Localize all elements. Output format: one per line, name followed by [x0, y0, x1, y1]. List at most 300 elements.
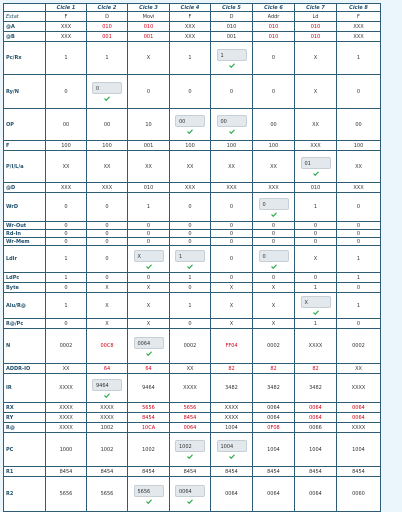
- table-cell: 1: [337, 293, 381, 319]
- table-cell: D: [87, 12, 128, 22]
- answer-cell-wrapper: [128, 337, 169, 356]
- header-row: [4, 4, 381, 12]
- table-cell: 3482: [211, 374, 253, 403]
- table-cell: 0: [170, 75, 211, 109]
- row-label: Rd-In: [4, 230, 46, 238]
- row-label: R1: [4, 467, 46, 477]
- table-cell: [170, 433, 211, 467]
- table-row: [4, 109, 381, 141]
- table-row: [4, 246, 381, 273]
- checkmark-icon: [104, 96, 110, 101]
- table-cell: 8454: [46, 467, 87, 477]
- table-cell: 0064: [211, 477, 253, 512]
- table-cell: 001: [128, 141, 170, 151]
- table-cell: X: [87, 293, 128, 319]
- table-cell: 9464: [128, 374, 170, 403]
- table-cell: 1: [170, 42, 211, 75]
- checkmark-icon: [271, 264, 277, 269]
- table-row: [4, 12, 381, 22]
- table-cell: 0: [46, 222, 87, 230]
- table-cell: XXX: [337, 22, 381, 32]
- answer-input[interactable]: 0: [92, 82, 122, 94]
- table-cell: X: [295, 42, 337, 75]
- table-cell: 0: [337, 238, 381, 246]
- table-cell: [87, 374, 128, 403]
- table-cell: 0: [87, 238, 128, 246]
- table-cell: 0064: [295, 477, 337, 512]
- table-cell: XXX: [46, 32, 87, 42]
- table-cell: 8454: [211, 467, 253, 477]
- row-label: Wr-Mem: [4, 238, 46, 246]
- row-label: Wr-Out: [4, 222, 46, 230]
- table-cell: 001: [87, 32, 128, 42]
- table-cell: 0064: [295, 413, 337, 423]
- table-cell: 0: [295, 222, 337, 230]
- table-row: [4, 477, 381, 512]
- table-cell: 0: [46, 238, 87, 246]
- table-cell: 010: [128, 22, 170, 32]
- row-label: N: [4, 329, 46, 364]
- table-cell: Addr: [253, 12, 295, 22]
- table-cell: XXX: [211, 183, 253, 193]
- table-cell: 82: [295, 364, 337, 374]
- table-cell: 1: [337, 42, 381, 75]
- table-cell: 010: [128, 183, 170, 193]
- table-cell: X: [87, 319, 128, 329]
- table-cell: XX: [87, 151, 128, 183]
- table-cell: XXX: [170, 32, 211, 42]
- answer-input[interactable]: 0064: [134, 337, 164, 349]
- answer-cell-wrapper: [87, 379, 127, 398]
- table-cell: 00: [253, 109, 295, 141]
- table-cell: 0: [253, 238, 295, 246]
- table-cell: 10CA: [128, 423, 170, 433]
- table-cell: 0064: [337, 413, 381, 423]
- table-cell: 8454: [295, 467, 337, 477]
- row-label: F: [4, 141, 46, 151]
- table-cell: 0: [87, 230, 128, 238]
- checkmark-icon: [187, 454, 193, 459]
- table-cell: 0: [87, 193, 128, 222]
- table-cell: X: [295, 246, 337, 273]
- table-cell: 1: [337, 246, 381, 273]
- table-cell: 0: [211, 193, 253, 222]
- table-cell: 0060: [337, 477, 381, 512]
- column-header-cicle-2: Cicle 2: [87, 4, 128, 12]
- answer-input[interactable]: 01: [301, 157, 331, 169]
- table-cell: XXXX: [46, 374, 87, 403]
- table-cell: [253, 246, 295, 273]
- table-cell: 0: [46, 193, 87, 222]
- table-cell: XX: [337, 151, 381, 183]
- table-cell: 5656: [46, 477, 87, 512]
- table-cell: F: [337, 12, 381, 22]
- checkmark-icon: [313, 171, 319, 176]
- table-cell: 00: [87, 109, 128, 141]
- table-cell: XX: [337, 364, 381, 374]
- table-cell: [128, 329, 170, 364]
- table-cell: 0002: [46, 329, 87, 364]
- table-cell: XXX: [295, 141, 337, 151]
- table-cell: 010: [253, 22, 295, 32]
- table-cell: [211, 42, 253, 75]
- table-row: [4, 183, 381, 193]
- answer-cell-wrapper: [170, 485, 210, 504]
- row-label: PC: [4, 433, 46, 467]
- table-cell: 1000: [46, 433, 87, 467]
- table-cell: 8454: [128, 467, 170, 477]
- table-cell: XXXX: [46, 423, 87, 433]
- table-cell: 0: [253, 230, 295, 238]
- table-row: [4, 467, 381, 477]
- table-cell: 00C8: [87, 329, 128, 364]
- table-cell: 1: [295, 283, 337, 293]
- table-cell: XXXX: [295, 329, 337, 364]
- answer-cell-wrapper: [211, 49, 252, 68]
- table-cell: 0064: [253, 403, 295, 413]
- answer-input[interactable]: 00: [175, 115, 205, 127]
- table-cell: 1: [295, 193, 337, 222]
- table-cell: 100: [170, 141, 211, 151]
- table-cell: 0: [170, 193, 211, 222]
- table-cell: 100: [337, 141, 381, 151]
- table-cell: 0: [295, 238, 337, 246]
- table-row: [4, 222, 381, 230]
- table-cell: 1004: [337, 433, 381, 467]
- answer-cell-wrapper: [211, 115, 252, 134]
- table-cell: 1004: [295, 433, 337, 467]
- table-cell: XXX: [170, 183, 211, 193]
- checkmark-icon: [146, 499, 152, 504]
- row-label: P/I/L/a: [4, 151, 46, 183]
- row-label: R@/Pc: [4, 319, 46, 329]
- table-cell: 100: [211, 141, 253, 151]
- table-cell: X: [128, 293, 170, 319]
- row-label: Estat: [4, 12, 46, 22]
- row-label: IR: [4, 374, 46, 403]
- table-cell: [87, 75, 128, 109]
- table-cell: 5656: [170, 403, 211, 413]
- table-cell: XXX: [46, 183, 87, 193]
- answer-input[interactable]: X: [301, 296, 331, 308]
- table-cell: 0: [211, 273, 253, 283]
- table-cell: 0: [46, 230, 87, 238]
- table-cell: 64: [87, 364, 128, 374]
- table-cell: 0: [170, 319, 211, 329]
- table-cell: 010: [211, 22, 253, 32]
- table-cell: [211, 433, 253, 467]
- table-cell: 1004: [211, 423, 253, 433]
- table-cell: 100: [87, 141, 128, 151]
- answer-cell-wrapper: [253, 198, 294, 217]
- table-row: [4, 283, 381, 293]
- answer-cell-wrapper: [253, 250, 294, 269]
- table-cell: 0: [128, 75, 170, 109]
- table-cell: 0: [128, 273, 170, 283]
- table-cell: 0: [128, 230, 170, 238]
- answer-input[interactable]: 1: [175, 250, 205, 262]
- table-cell: 1: [87, 42, 128, 75]
- column-header-cicle-6: Cicle 6: [253, 4, 295, 12]
- table-cell: 8454: [253, 467, 295, 477]
- row-label: R@: [4, 423, 46, 433]
- column-header-cicle-4: Cicle 4: [170, 4, 211, 12]
- table-cell: 1: [295, 319, 337, 329]
- table-cell: 82: [211, 364, 253, 374]
- table-cell: 0064: [337, 403, 381, 413]
- table-cell: XXXX: [337, 374, 381, 403]
- table-cell: XXXX: [337, 423, 381, 433]
- table-cell: 0: [170, 283, 211, 293]
- table-row: [4, 141, 381, 151]
- table-cell: 0F08: [253, 423, 295, 433]
- answer-cell-wrapper: [170, 115, 210, 134]
- answer-cell-wrapper: [295, 157, 336, 176]
- table-cell: 0002: [253, 329, 295, 364]
- table-cell: [128, 246, 170, 273]
- table-cell: 0: [211, 246, 253, 273]
- answer-input[interactable]: 5656: [134, 485, 164, 497]
- row-label: RY: [4, 413, 46, 423]
- table-cell: XX: [170, 151, 211, 183]
- table-row: [4, 193, 381, 222]
- table-cell: [170, 109, 211, 141]
- row-label: RX: [4, 403, 46, 413]
- row-label: Ldlr: [4, 246, 46, 273]
- table-cell: XXX: [337, 183, 381, 193]
- table-cell: XXXX: [87, 403, 128, 413]
- answer-cell-wrapper: [170, 250, 210, 269]
- answer-input[interactable]: 1002: [175, 440, 205, 452]
- table-cell: 82: [253, 364, 295, 374]
- checkmark-icon: [187, 264, 193, 269]
- table-row: [4, 230, 381, 238]
- table-cell: X: [253, 319, 295, 329]
- table-cell: XXXX: [211, 413, 253, 423]
- table-row: [4, 273, 381, 283]
- row-label: Pc/Rx: [4, 42, 46, 75]
- column-header-cicle-8: Cicle 8: [337, 4, 381, 12]
- table-cell: 5656: [128, 403, 170, 413]
- table-cell: 1002: [87, 433, 128, 467]
- table-row: [4, 374, 381, 403]
- table-row: [4, 293, 381, 319]
- checkmark-icon: [187, 499, 193, 504]
- table-cell: X: [128, 319, 170, 329]
- table-cell: X: [295, 75, 337, 109]
- table-cell: XX: [253, 151, 295, 183]
- table-cell: X: [128, 42, 170, 75]
- table-cell: [211, 109, 253, 141]
- table-cell: 1: [46, 273, 87, 283]
- table-cell: X: [211, 293, 253, 319]
- checkmark-icon: [229, 129, 235, 134]
- control-signal-table: [3, 3, 381, 512]
- table-cell: 0: [337, 75, 381, 109]
- table-row: [4, 423, 381, 433]
- table-cell: 0: [128, 238, 170, 246]
- table-cell: XX: [46, 151, 87, 183]
- table-cell: 100: [46, 141, 87, 151]
- table-cell: 100: [253, 141, 295, 151]
- table-cell: XX: [128, 151, 170, 183]
- table-cell: 00: [337, 109, 381, 141]
- table-cell: 1002: [87, 423, 128, 433]
- answer-input[interactable]: 9464: [92, 379, 122, 391]
- table-cell: 0: [211, 230, 253, 238]
- table-row: [4, 151, 381, 183]
- table-cell: X: [253, 283, 295, 293]
- table-cell: [295, 151, 337, 183]
- row-label: R2: [4, 477, 46, 512]
- table-cell: 010: [295, 32, 337, 42]
- table-cell: F: [46, 12, 87, 22]
- table-cell: XXXX: [46, 413, 87, 423]
- table-row: [4, 238, 381, 246]
- row-label: ADDR-IO: [4, 364, 46, 374]
- checkmark-icon: [104, 393, 110, 398]
- table-cell: 010: [253, 32, 295, 42]
- table-cell: 0: [46, 319, 87, 329]
- row-label: Alu/R@: [4, 293, 46, 319]
- table-cell: XXX: [46, 22, 87, 32]
- table-cell: 0: [46, 283, 87, 293]
- table-cell: 00: [46, 109, 87, 141]
- table-cell: [170, 246, 211, 273]
- table-cell: 0: [211, 238, 253, 246]
- table-row: [4, 319, 381, 329]
- table-cell: 010: [295, 22, 337, 32]
- checkmark-icon: [229, 63, 235, 68]
- table-row: [4, 32, 381, 42]
- table-cell: XXX: [253, 183, 295, 193]
- answer-input[interactable]: 1004: [217, 440, 247, 452]
- table-cell: 0: [337, 319, 381, 329]
- table-cell: D: [211, 12, 253, 22]
- row-label: WrD: [4, 193, 46, 222]
- table-cell: 001: [128, 32, 170, 42]
- table-cell: 0066: [295, 423, 337, 433]
- table-cell: XXX: [170, 22, 211, 32]
- table-cell: XX: [211, 151, 253, 183]
- table-cell: 1: [46, 293, 87, 319]
- table-cell: 3482: [253, 374, 295, 403]
- table-cell: 1: [128, 193, 170, 222]
- table-cell: 1: [46, 42, 87, 75]
- table-cell: XX: [46, 364, 87, 374]
- table-cell: 0: [337, 230, 381, 238]
- column-header-cicle-5: Cicle 5: [211, 4, 253, 12]
- answer-input[interactable]: 0: [259, 250, 289, 262]
- row-label: Byte: [4, 283, 46, 293]
- table-cell: 64: [128, 364, 170, 374]
- answer-input[interactable]: 0064: [175, 485, 205, 497]
- table-cell: Ld: [295, 12, 337, 22]
- answer-input[interactable]: X: [134, 250, 164, 262]
- answer-cell-wrapper: [170, 440, 210, 459]
- table-cell: 8454: [170, 413, 211, 423]
- table-cell: F: [170, 12, 211, 22]
- table-cell: 0: [337, 193, 381, 222]
- table-cell: X: [87, 283, 128, 293]
- checkmark-icon: [229, 454, 235, 459]
- table-cell: 0064: [253, 413, 295, 423]
- table-cell: 001: [211, 32, 253, 42]
- table-cell: [128, 477, 170, 512]
- row-label: @D: [4, 183, 46, 193]
- answer-input[interactable]: 1: [217, 49, 247, 61]
- answer-cell-wrapper: [128, 485, 169, 504]
- table-row: [4, 22, 381, 32]
- table-row: [4, 364, 381, 374]
- table-cell: 1: [337, 273, 381, 283]
- answer-input[interactable]: 0: [259, 198, 289, 210]
- table-cell: 0: [87, 222, 128, 230]
- table-cell: [295, 293, 337, 319]
- answer-input[interactable]: 00: [217, 115, 247, 127]
- table-cell: 0064: [253, 477, 295, 512]
- table-row: [4, 42, 381, 75]
- table-cell: XXX: [87, 183, 128, 193]
- checkmark-icon: [313, 310, 319, 315]
- table-cell: 1002: [128, 433, 170, 467]
- row-label: Ry/N: [4, 75, 46, 109]
- table-cell: X: [211, 283, 253, 293]
- table-cell: 0064: [170, 423, 211, 433]
- table-cell: 0: [46, 75, 87, 109]
- table-cell: 0: [337, 283, 381, 293]
- table-cell: XXXX: [46, 403, 87, 413]
- table-cell: 8454: [170, 467, 211, 477]
- row-label: OP: [4, 109, 46, 141]
- table-cell: 1: [46, 246, 87, 273]
- table-cell: XX: [170, 364, 211, 374]
- answer-cell-wrapper: [295, 296, 336, 315]
- checkmark-icon: [271, 212, 277, 217]
- table-cell: Movi: [128, 12, 170, 22]
- table-cell: [253, 193, 295, 222]
- row-label: LdPc: [4, 273, 46, 283]
- table-row: [4, 75, 381, 109]
- table-cell: 1004: [253, 433, 295, 467]
- table-cell: XXXX: [211, 403, 253, 413]
- table-cell: [170, 477, 211, 512]
- table-cell: 0: [337, 222, 381, 230]
- table-cell: 5656: [87, 477, 128, 512]
- table-cell: 0: [170, 238, 211, 246]
- table-cell: 0: [253, 273, 295, 283]
- table-cell: XXXX: [87, 413, 128, 423]
- column-header-cicle-1: Cicle 1: [46, 4, 87, 12]
- table-cell: 010: [295, 183, 337, 193]
- table-cell: XX: [295, 109, 337, 141]
- table-cell: 0002: [170, 329, 211, 364]
- checkmark-icon: [187, 129, 193, 134]
- table-row: [4, 413, 381, 423]
- control-signal-table-container: [3, 3, 381, 512]
- table-row: [4, 329, 381, 364]
- table-cell: 0: [253, 75, 295, 109]
- table-cell: 8454: [337, 467, 381, 477]
- table-cell: X: [211, 319, 253, 329]
- row-label: @B: [4, 32, 46, 42]
- table-cell: 0: [211, 75, 253, 109]
- table-cell: 0: [253, 222, 295, 230]
- table-cell: XXX: [337, 32, 381, 42]
- column-header-cicle-3: Cicle 3: [128, 4, 170, 12]
- row-label: @A: [4, 22, 46, 32]
- table-cell: 1: [170, 273, 211, 283]
